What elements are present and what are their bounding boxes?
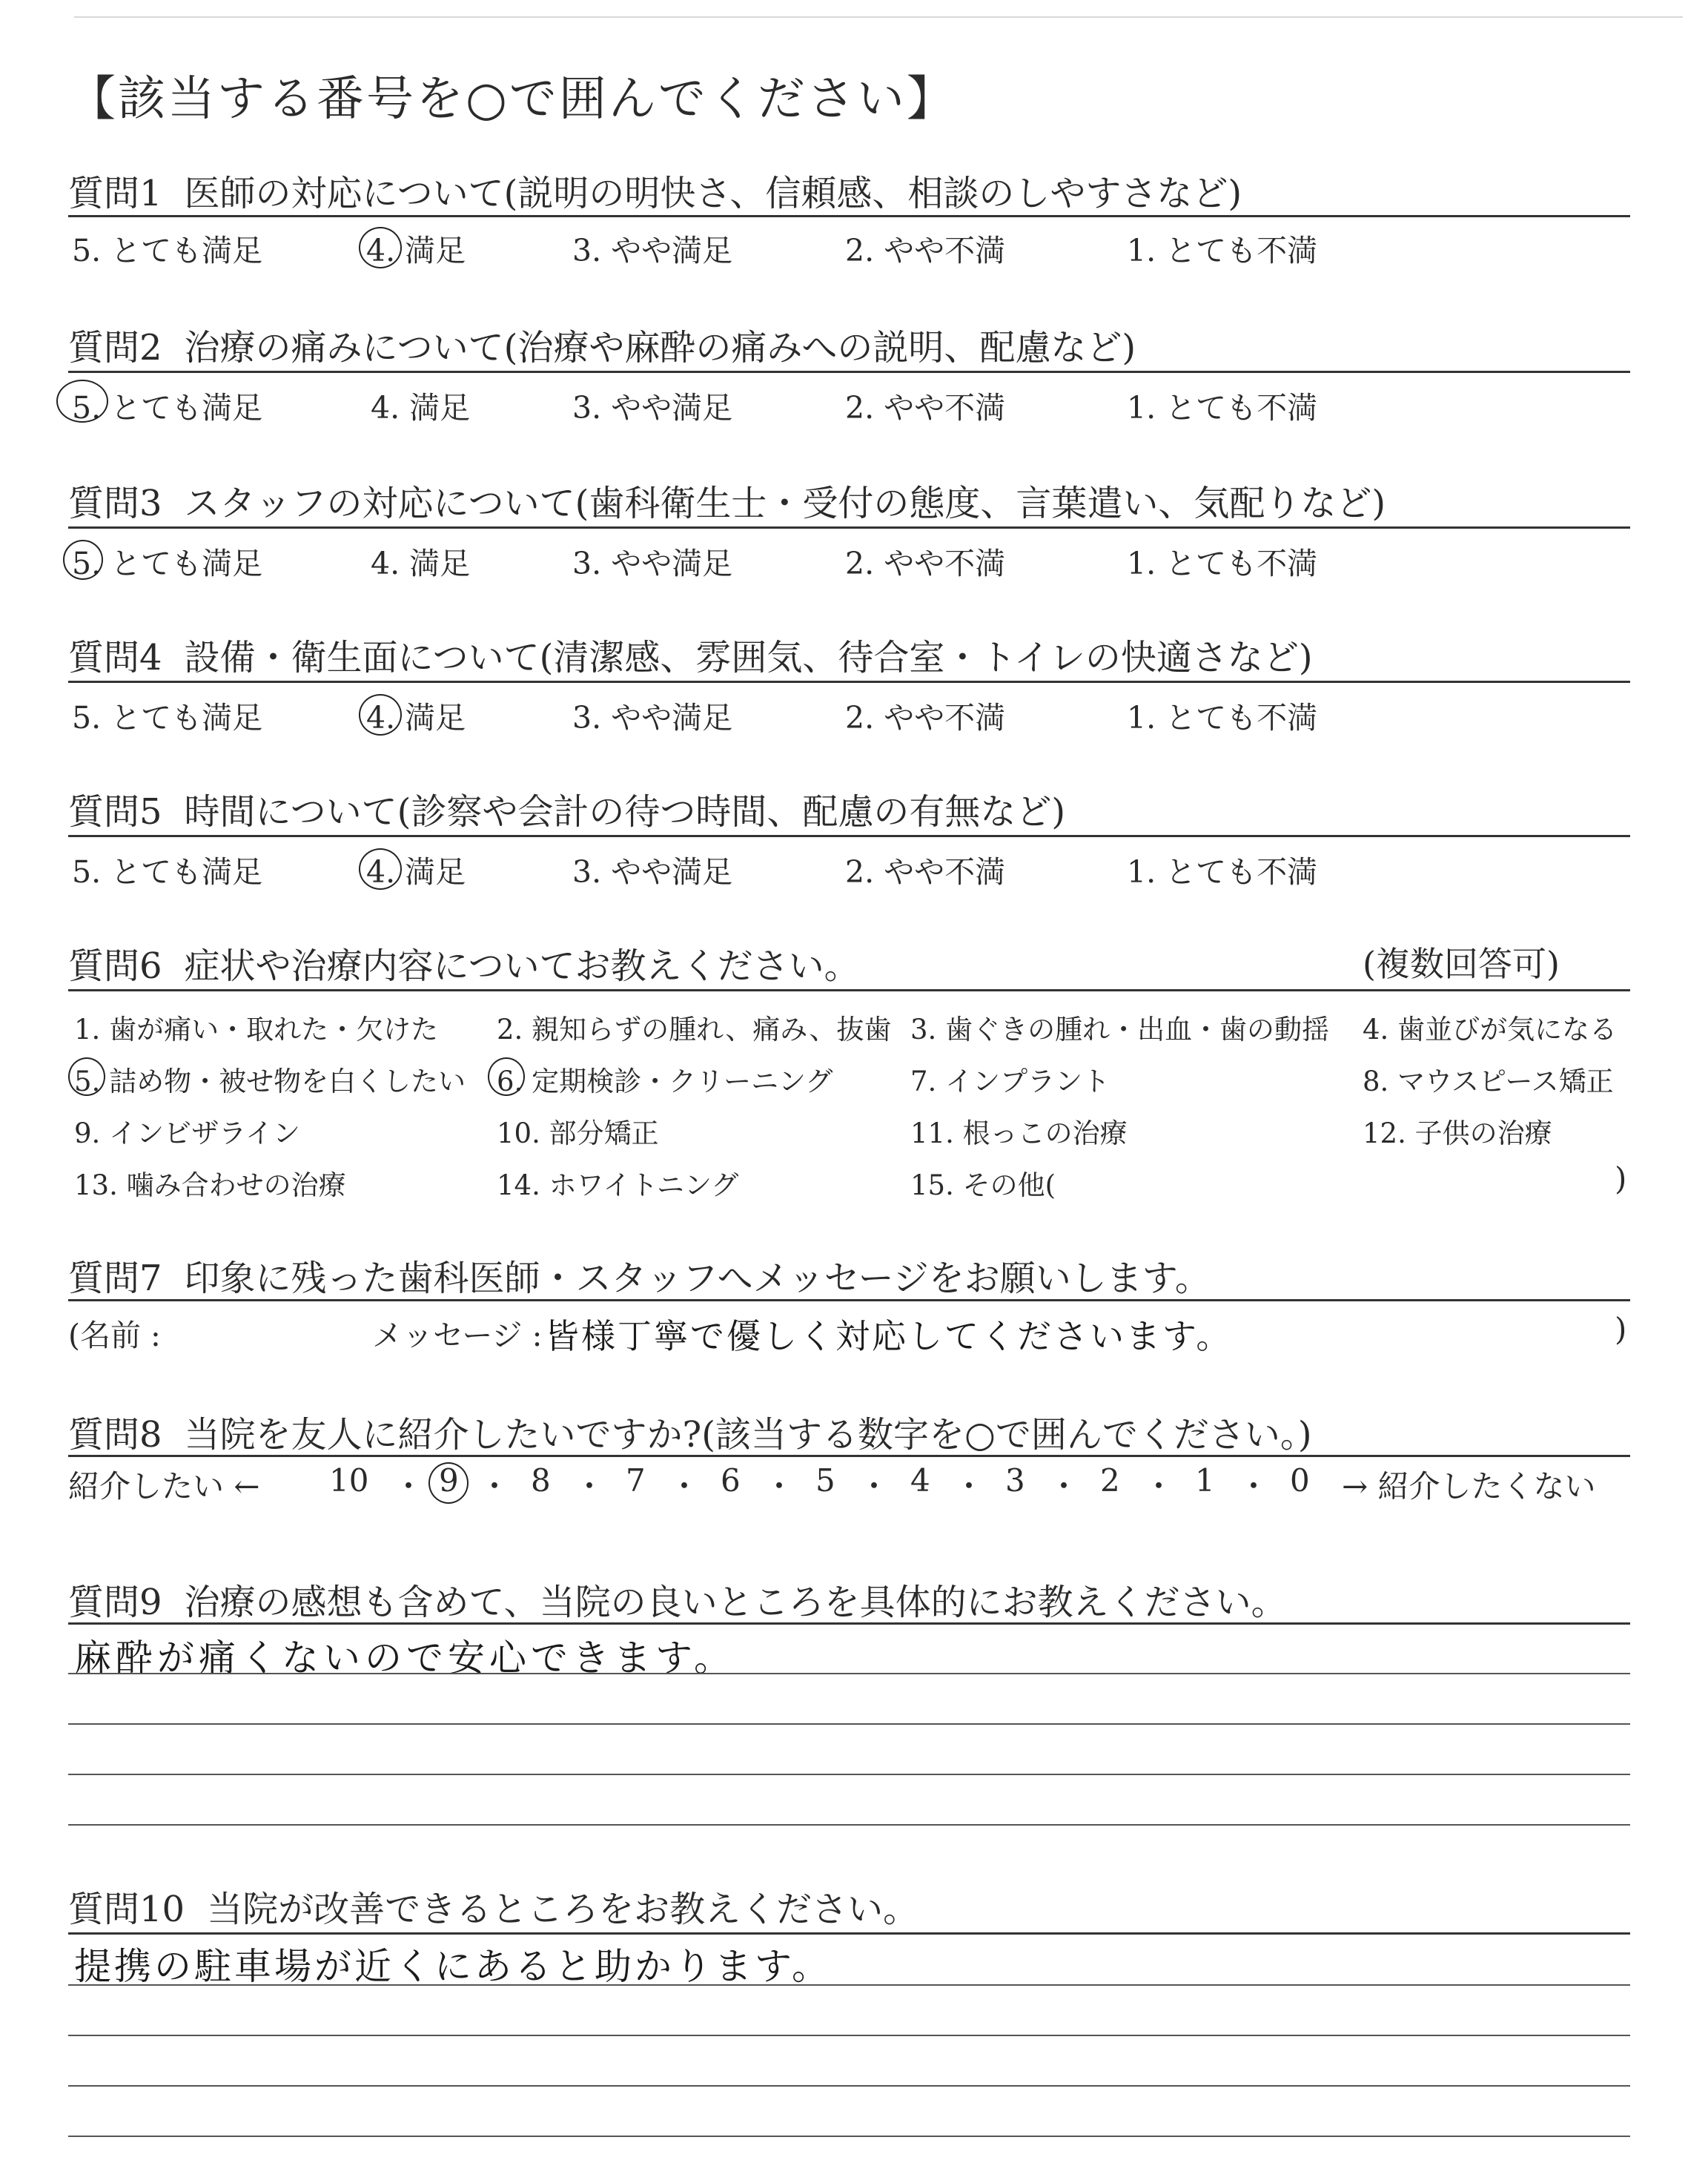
answer-line — [68, 1673, 1630, 1674]
message-close-paren: ) — [1615, 1311, 1627, 1347]
q6-option-7[interactable]: 7. インプラント — [910, 1066, 1110, 1097]
question-rule — [68, 371, 1630, 373]
question-number: 質問9 — [68, 1582, 162, 1623]
q5-option-4[interactable]: 4. 満足 — [366, 854, 466, 890]
selection-circle-mark — [68, 1057, 105, 1096]
question-number: 質問6 — [68, 945, 162, 987]
scale-9[interactable]: 9 — [439, 1462, 459, 1499]
question-rule — [68, 1932, 1630, 1935]
q6-option-11[interactable]: 11. 根っこの治療 — [910, 1117, 1128, 1149]
q3-option-2[interactable]: 2. やや不満 — [845, 546, 1006, 581]
handwritten-message[interactable]: 皆様丁寧で優しく対応してくださいます。 — [545, 1316, 1233, 1356]
question-text: 印象に残った歯科医師・スタッフへメッセージをお願いします。 — [184, 1258, 1211, 1299]
answer-line — [68, 1984, 1630, 1986]
selection-circle-mark — [359, 694, 402, 736]
scale-8[interactable]: 8 — [531, 1462, 551, 1499]
scale-4[interactable]: 4 — [910, 1462, 930, 1499]
question-7-title — [68, 1249, 1211, 1301]
question-text: スタッフの対応について(歯科衛生士・受付の態度、言葉遣い、気配りなど) — [184, 483, 1386, 524]
q5-option-1[interactable]: 1. とても不満 — [1127, 854, 1318, 890]
scale-6[interactable]: 6 — [721, 1462, 741, 1499]
other-close-paren: ) — [1615, 1160, 1627, 1197]
q6-option-12[interactable]: 12. 子供の治療 — [1363, 1117, 1552, 1149]
scale-10[interactable]: 10 — [329, 1462, 369, 1499]
question-2-title — [68, 319, 1136, 370]
q2-option-5[interactable]: 5. とても満足 — [72, 390, 263, 426]
scale-dot: ・ — [764, 1468, 795, 1505]
question-4-title — [68, 629, 1313, 680]
scale-dot: ・ — [1143, 1468, 1175, 1505]
question-1-title — [68, 165, 1242, 216]
question-rule — [68, 1455, 1630, 1457]
scale-dot: ・ — [574, 1468, 606, 1505]
q6-option-10[interactable]: 10. 部分矯正 — [497, 1117, 659, 1149]
question-number: 質問10 — [68, 1889, 185, 1930]
question-rule — [68, 1622, 1630, 1625]
q4-option-4[interactable]: 4. 満足 — [366, 700, 466, 736]
question-text: 治療の感想も含めて、当院の良いところを具体的にお教えください。 — [184, 1582, 1287, 1623]
answer-line — [68, 2035, 1630, 2036]
question-8-title — [68, 1406, 1312, 1457]
q3-option-4[interactable]: 4. 満足 — [371, 546, 471, 581]
question-number: 質問5 — [68, 791, 162, 833]
recommend-left-label: 紹介したい ← — [68, 1468, 260, 1505]
q2-option-1[interactable]: 1. とても不満 — [1127, 390, 1318, 426]
q4-option-1[interactable]: 1. とても不満 — [1127, 700, 1318, 736]
question-number: 質問4 — [68, 637, 162, 678]
q6-option-15[interactable]: 15. その他( — [910, 1169, 1056, 1201]
scale-dot: ・ — [858, 1468, 890, 1505]
q6-option-3[interactable]: 3. 歯ぐきの腫れ・出血・歯の動揺 — [910, 1014, 1330, 1046]
question-text: 症状や治療内容についてお教えください。 — [184, 945, 860, 987]
q4-option-5[interactable]: 5. とても満足 — [72, 700, 263, 736]
scale-0[interactable]: 0 — [1290, 1462, 1310, 1499]
q3-option-5[interactable]: 5. とても満足 — [72, 546, 263, 581]
scale-dot: ・ — [669, 1468, 701, 1505]
selection-circle-mark — [359, 227, 402, 268]
q2-option-3[interactable]: 3. やや満足 — [572, 390, 733, 426]
question-rule — [68, 215, 1630, 217]
multiple-answers-note: (複数回答可) — [1363, 944, 1560, 984]
top-edge-line — [74, 16, 1683, 18]
q4-option-3[interactable]: 3. やや満足 — [572, 700, 733, 736]
handwritten-answer-good-points[interactable]: 麻酔が痛くないので安心できます。 — [74, 1636, 735, 1680]
question-rule — [68, 835, 1630, 837]
question-text: 時間について(診察や会計の待つ時間、配慮の有無など) — [184, 791, 1066, 833]
answer-line — [68, 1723, 1630, 1725]
q5-option-3[interactable]: 3. やや満足 — [572, 854, 733, 890]
message-label: メッセージ : — [372, 1318, 543, 1353]
q3-option-3[interactable]: 3. やや満足 — [572, 546, 733, 581]
q6-option-14[interactable]: 14. ホワイトニング — [497, 1169, 739, 1201]
q2-option-4[interactable]: 4. 満足 — [371, 390, 471, 426]
q6-option-13[interactable]: 13. 噛み合わせの治療 — [74, 1169, 346, 1201]
q6-option-8[interactable]: 8. マウスピース矯正 — [1363, 1066, 1614, 1097]
scale-dot: ・ — [1238, 1468, 1270, 1505]
q3-option-1[interactable]: 1. とても不満 — [1127, 546, 1318, 581]
question-number: 質問1 — [68, 173, 162, 214]
q1-option-2[interactable]: 2. やや不満 — [845, 233, 1006, 268]
answer-line — [68, 2136, 1630, 2137]
instruction-header: 【該当する番号を○で囲んでください】 — [68, 72, 956, 127]
question-text: 当院を友人に紹介したいですか?(該当する数字を○で囲んでください。) — [184, 1414, 1312, 1456]
q6-option-1[interactable]: 1. 歯が痛い・取れた・欠けた — [74, 1014, 439, 1046]
q2-option-2[interactable]: 2. やや不満 — [845, 390, 1006, 426]
answer-line — [68, 2085, 1630, 2087]
recommend-right-label: → 紹介したくない — [1342, 1468, 1596, 1505]
selection-circle-mark — [56, 380, 108, 423]
scale-dot: ・ — [479, 1468, 511, 1505]
q6-option-2[interactable]: 2. 親知らずの腫れ、痛み、抜歯 — [497, 1014, 892, 1046]
answer-line — [68, 1824, 1630, 1826]
q6-option-6[interactable]: 6. 定期検診・クリーニング — [497, 1066, 833, 1097]
question-text: 設備・衛生面について(清潔感、雰囲気、待合室・トイレの快適さなど) — [184, 637, 1313, 678]
scale-1[interactable]: 1 — [1195, 1462, 1215, 1499]
question-rule — [68, 989, 1630, 991]
q6-option-5[interactable]: 5. 詰め物・被せ物を白くしたい — [74, 1066, 466, 1097]
question-5-title — [68, 783, 1065, 834]
q1-option-3[interactable]: 3. やや満足 — [572, 233, 733, 268]
question-6-title — [68, 937, 860, 988]
question-text: 医師の対応について(説明の明快さ、信頼感、相談のしやすさなど) — [184, 173, 1242, 214]
question-number: 質問8 — [68, 1414, 162, 1456]
selection-circle-mark — [428, 1462, 469, 1504]
handwritten-answer-improvements[interactable]: 提携の駐車場が近くにあると助かります。 — [74, 1945, 832, 1988]
scale-dot: ・ — [393, 1468, 425, 1505]
q1-option-5[interactable]: 5. とても満足 — [72, 233, 263, 268]
question-3-title — [68, 475, 1386, 526]
question-rule — [68, 681, 1630, 683]
q1-option-4[interactable]: 4. 満足 — [366, 233, 466, 268]
selection-circle-mark — [488, 1057, 525, 1096]
answer-line — [68, 1774, 1630, 1775]
scale-2[interactable]: 2 — [1100, 1462, 1120, 1499]
selection-circle-mark — [63, 540, 103, 580]
question-rule — [68, 526, 1630, 529]
question-number: 質問2 — [68, 327, 162, 369]
q6-option-9[interactable]: 9. インビザライン — [74, 1117, 300, 1149]
q5-option-2[interactable]: 2. やや不満 — [845, 854, 1006, 890]
scale-5[interactable]: 5 — [815, 1462, 835, 1499]
scale-dot: ・ — [1048, 1468, 1080, 1505]
question-text: 当院が改善できるところをお教えください。 — [207, 1889, 919, 1930]
q6-option-4[interactable]: 4. 歯並びが気になる — [1363, 1014, 1618, 1046]
question-text: 治療の痛みについて(治療や麻酔の痛みへの説明、配慮など) — [184, 327, 1136, 369]
scale-dot: ・ — [953, 1468, 985, 1505]
scale-3[interactable]: 3 — [1005, 1462, 1025, 1499]
question-10-title — [68, 1880, 918, 1932]
question-number: 質問3 — [68, 483, 162, 524]
selection-circle-mark — [359, 848, 402, 890]
scale-7[interactable]: 7 — [626, 1462, 646, 1499]
q5-option-5[interactable]: 5. とても満足 — [72, 854, 263, 890]
question-9-title — [68, 1573, 1287, 1625]
question-rule — [68, 1299, 1630, 1301]
name-label: (名前 : — [68, 1318, 161, 1353]
q4-option-2[interactable]: 2. やや不満 — [845, 700, 1006, 736]
question-number: 質問7 — [68, 1258, 162, 1299]
q1-option-1[interactable]: 1. とても不満 — [1127, 233, 1318, 268]
